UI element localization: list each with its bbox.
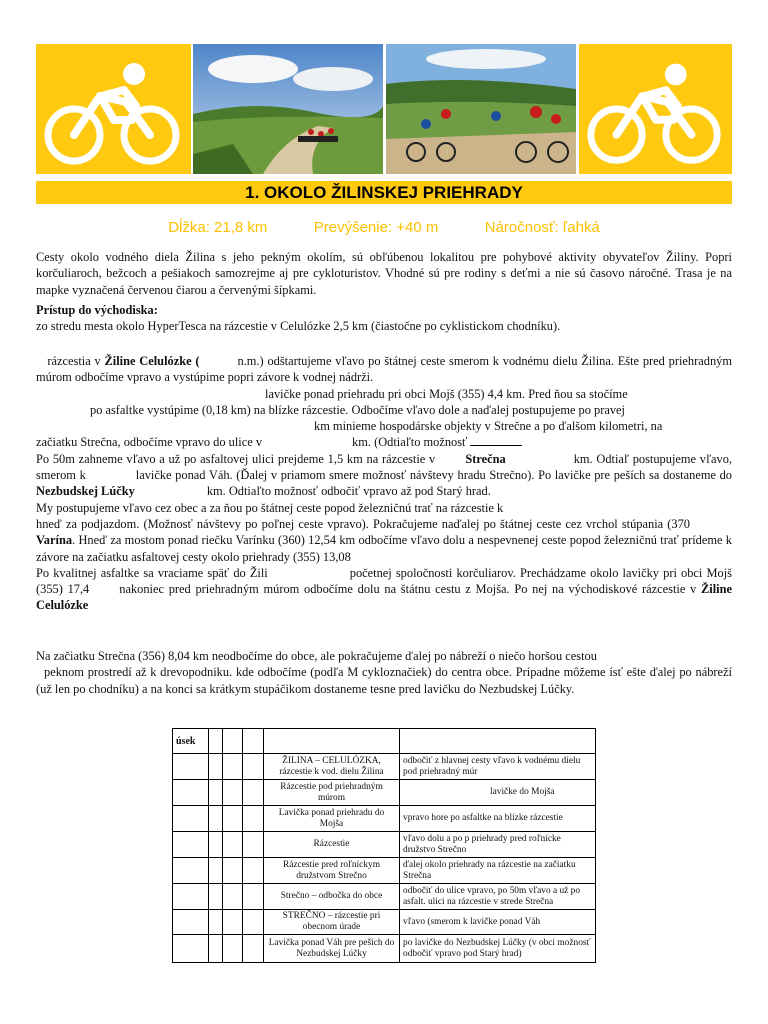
photo-cyclists-group	[386, 44, 576, 174]
table-cell-place: Rázcestie pred roľníckym družstvom Strečno	[264, 858, 400, 884]
table-cell-note: odbočiť do ulice vpravo, po 50m vľavo a už po asfalt. ulici na rázcestie v strede Strečna	[400, 884, 596, 910]
stat-elevation: Prevýšenie: +40 m	[313, 219, 439, 236]
table-cell-note: lavičke do Mojša	[400, 780, 596, 806]
alternative-text-1: Na začiatku Strečna (356) 8,04 km neodbočíme do obce, ale pokračujeme ďalej po nábreží o niečo horšou cestou	[36, 649, 597, 663]
table-row	[173, 780, 596, 806]
table-cell-place: Rázcestie	[264, 832, 400, 858]
table-cell-note: vpravo hore po asfaltke na blízke rázcestie	[400, 806, 596, 832]
intro-text: Cesty okolo vodného diela Žilina s jeho pekným okolím, sú obľúbenou lokalitou pre pohybové aktivity obyvateľov Žiliny. Popri korčuliaroch, bežcoch a pešiakoch samozrejme aj pre cykloturistov. Vhodné sú pre rodiny s deťmi a nie sú časovo náročné. Trasa je na mapke vyznačená červenou čiarou a červenými šípkami.	[36, 250, 732, 297]
route-table	[172, 728, 596, 963]
alternative-route	[36, 648, 732, 697]
route-para-6: Po 50m zahneme vľavo a už po asfaltovej ulici prejdeme 1,5 km na rázcestie v Strečna km. Odtiaľ postupujeme vľavo, smerom k lavičke ponad Váh. (Ďalej v priamom smere možnosť návštevy hradu Strečno). Po lavičke pre peších sa dostaneme do Nezbudskej Lúčky km. Odtiaľto možnosť odbočiť vpravo až pod Starý hrad.	[36, 451, 733, 499]
route-para-1: rázcestia v Žiline Celulózke ( n.m.) odštartujeme vľavo po štátnej ceste smerom k vodnému dielu Žilina. Ešte pred priehradným múrom odbočíme vpravo a vystúpime popri závore k vodnej nádrži.	[36, 354, 732, 385]
page-title: 1. OKOLO ŽILINSKEJ PRIEHRADY	[36, 181, 732, 204]
table-cell-note: vľavo (smerom k lavičke ponad Váh	[400, 910, 596, 935]
table-cell-place: Strečno – odbočka do obce	[264, 884, 400, 910]
table-row	[173, 884, 596, 910]
route-para-4: km minieme hospodárske objekty v Strečne a po ďalšom kilometri, na	[314, 419, 663, 434]
stat-length: Dĺžka: 21,8 km	[168, 219, 268, 236]
route-para-3: po asfaltke vystúpime (0,18 km) na blízke rázcestie. Odbočíme vľavo dole a naďalej postupujeme po pravej	[90, 402, 625, 417]
route-para-2: lavičke ponad priehradu pri obci Mojš (355) 4,4 km. Pred ňou sa stočíme	[265, 386, 628, 401]
route-para-5: začiatku Strečna, odbočíme vpravo do ulice v km. (Odtiaľto možnosť	[36, 434, 732, 450]
table-row	[173, 832, 596, 858]
table-cell-place: STREČNO – rázcestie pri obecnom úrade	[264, 910, 400, 935]
table-row	[173, 858, 596, 884]
table-header-row	[173, 729, 596, 754]
access-heading: Prístup do východiska:	[36, 303, 158, 317]
table-row	[173, 910, 596, 935]
photo-cyclists-road	[193, 44, 383, 174]
intro-paragraph	[36, 249, 732, 298]
table-cell-note: vľavo dolu a po p priehrady pred roľnícke družstvo Strečno	[400, 832, 596, 858]
cyclist-tile-left	[36, 44, 191, 174]
route-stats	[36, 219, 732, 236]
cyclist-icon	[579, 44, 732, 174]
cyclist-tile-right	[579, 44, 732, 174]
access-text: zo stredu mesta okolo HyperTesca na rázcestie v Celulózke 2,5 km (čiastočne po cyklistickom chodníku).	[36, 319, 561, 334]
table-row	[173, 935, 596, 963]
route-description	[36, 353, 732, 614]
route-para-8: hneď za podjazdom. (Možnosť návštevy po poľnej ceste vpravo). Pokračujeme naďalej po štátnej ceste cez vrchol stúpania (370Varína. Hneď za mostom ponad riečku Varínku (360) 12,54 km odbočíme vľavo dolu a nespevnenej ceste popod železničnú trať prídeme k závore na začiatku asfaltovej cesty okolo priehrady (355) 13,08	[36, 516, 732, 564]
table-row	[173, 754, 596, 780]
route-para-9: Po kvalitnej asfaltke sa vraciame späť do Žili početnej spoločnosti korčuliarov. Prechádzame okolo lavičky pri obci Mojš (355) 17,4 nakoniec pred priehradným múrom odbočíme dolu na štátnu cestu z Mojša. Po nej na východiskové rázcestie v Žiline Celulózke	[36, 565, 732, 613]
header-banner	[36, 44, 732, 174]
alternative-text-2: peknom prostredí až k drevopodniku. kde odbočíme (podľa M cykloznačiek) do centra obce. Prípadne môžeme ísť ešte ďalej po nábreží (už len po chodníku) a na konci sa krátkym stupáčikom dostaneme tesne pred lavičku do Nezbudskej Lúčky.	[36, 665, 732, 696]
header-usek: úsek	[173, 729, 209, 754]
cyclist-icon	[36, 44, 191, 174]
table-cell-note: odbočiť z hlavnej cesty vľavo k vodnému dielu pod priehradný múr	[400, 754, 596, 780]
table-cell-note: ďalej okolo priehrady na rázcestie na začiatku Strečna	[400, 858, 596, 884]
table-cell-place: Lavička ponad Váh pre peších do Nezbudskej Lúčky	[264, 935, 400, 963]
access-section	[36, 302, 732, 335]
table-row	[173, 806, 596, 832]
table-cell-place: Lavička ponad priehradu do Mojša	[264, 806, 400, 832]
table-cell-place: ŽILINA – CELULÓZKA, rázcestie k vod. dielu Žilina	[264, 754, 400, 780]
stat-difficulty: Náročnosť: ľahká	[484, 219, 600, 236]
table-cell-note: po lavičke do Nezbudskej Lúčky (v obci možnosť odbočiť vpravo pod Starý hrad)	[400, 935, 596, 963]
table-cell-place: Rázcestie pod priehradným múrom	[264, 780, 400, 806]
route-para-7: My postupujeme vľavo cez obec a za ňou po štátnej ceste popod železničnú trať na rázcestie k	[36, 500, 504, 515]
